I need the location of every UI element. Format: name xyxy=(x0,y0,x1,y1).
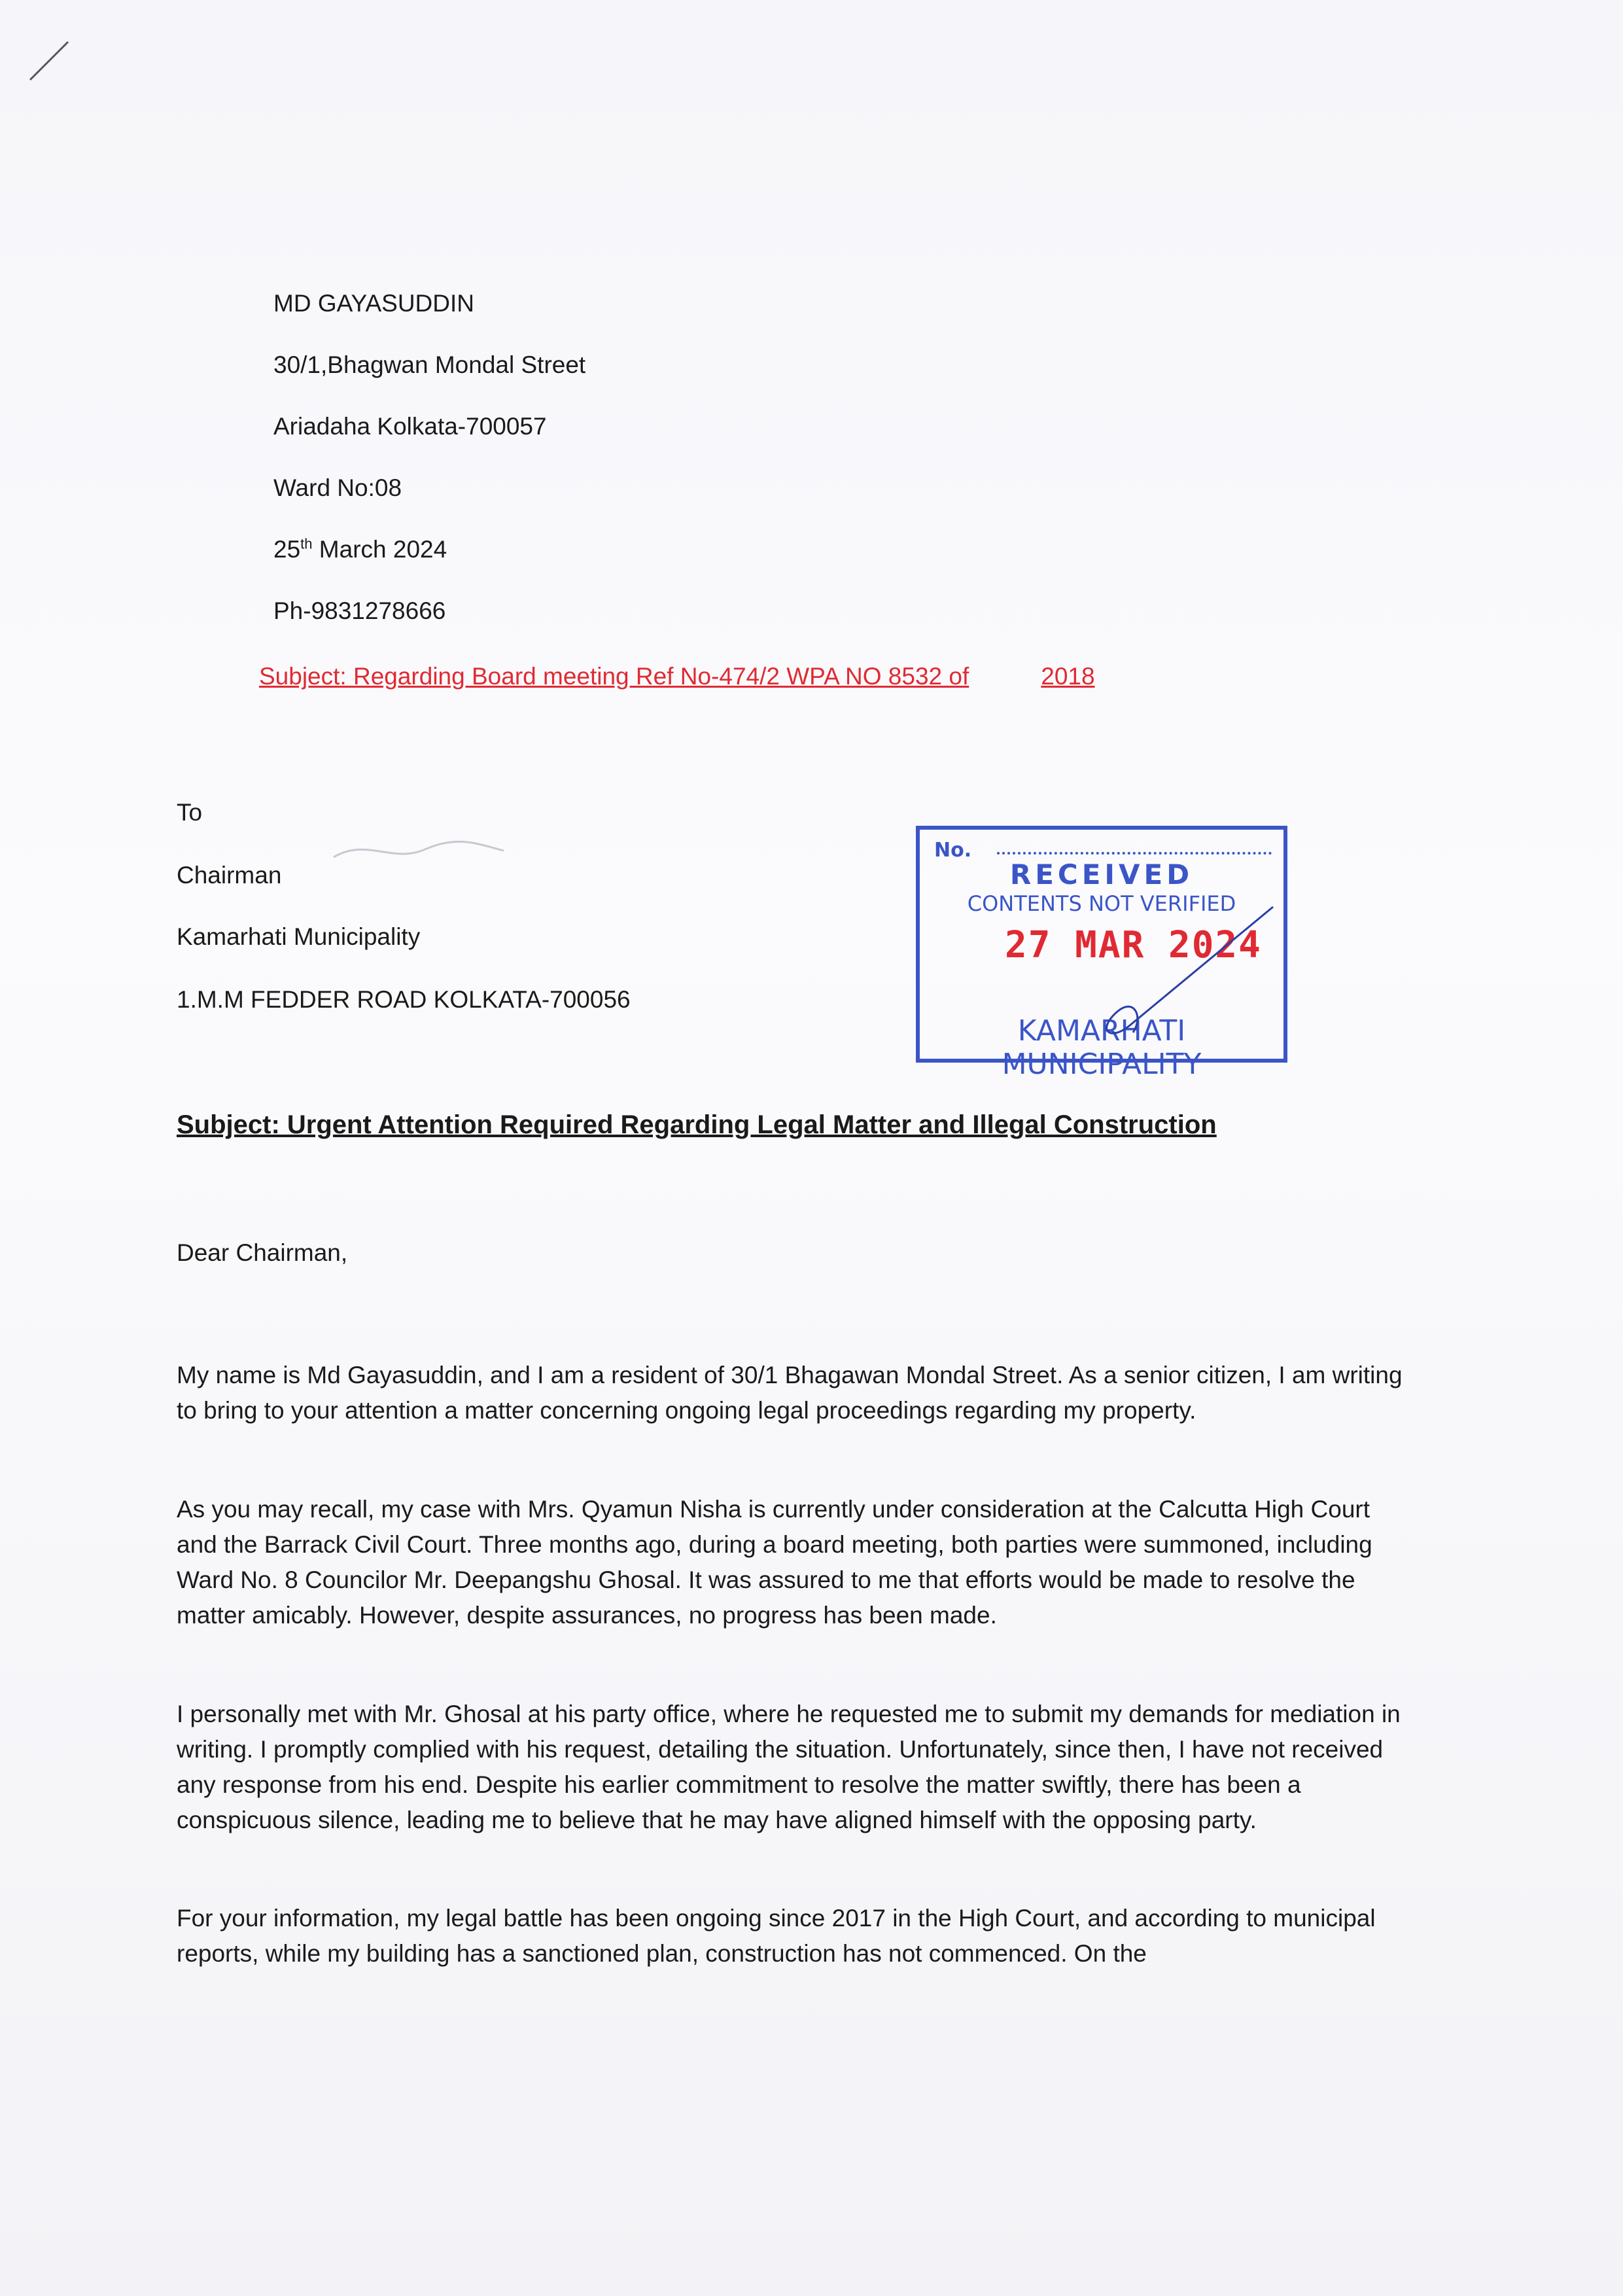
sender-name: MD GAYASUDDIN xyxy=(273,290,474,317)
date-day: 25 xyxy=(273,536,301,563)
pen-mark xyxy=(26,33,79,85)
stamp-office: KAMARHATI MUNICIPALITY xyxy=(1002,1014,1202,1081)
recipient-to: To xyxy=(177,799,203,826)
letter-date xyxy=(273,531,447,567)
salutation: Dear Chairman, xyxy=(177,1239,348,1266)
stamp-date: 27 MAR 2024 xyxy=(1005,924,1262,966)
body-paragraph-3: I personally met with Mr. Ghosal at his party office, where he requested me to submit my demands for mediation in writing. I promptly complied with his request, detailing the situation. Unfortunately, since then, I have not received any response from his end. Despite his earlier commitment to resolve the matter swiftly, there has been a conspicuous silence, leading me to believe that he may have aligned himself with the opposing party. xyxy=(177,1701,1401,1833)
reference-subject-text: Subject: Regarding Board meeting Ref No-474/2 WPA NO 8532 of xyxy=(259,663,969,690)
body-paragraph-1: My name is Md Gayasuddin, and I am a resident of 30/1 Bhagawan Mondal Street. As a senior citizen, I am writing to bring to your attention a matter concerning ongoing legal proceedings regarding my property. xyxy=(177,1362,1403,1424)
recipient-organization: Kamarhati Municipality xyxy=(177,923,421,950)
body-paragraph-4: For your information, my legal battle has been ongoing since 2017 in the High Court, and according to municipal reports, while my building has a sanctioned plan, construction has not commenced. On the xyxy=(177,1905,1376,1967)
body-paragraph-2: As you may recall, my case with Mrs. Qyamun Nisha is currently under consideration at the Calcutta High Court and the Barrack Civil Court. Three months ago, during a board meeting, both parties were summoned, including Ward No. 8 Councilor Mr. Deepangshu Ghosal. It was assured to me that efforts would be made to resolve the matter amicably. However, despite assurances, no progress has been made. xyxy=(177,1496,1372,1629)
reference-subject-year: 2018 xyxy=(1041,663,1095,690)
date-suffix: th xyxy=(300,535,313,552)
recipient-title: Chairman xyxy=(177,862,282,889)
reference-subject xyxy=(259,663,1095,690)
sender-ward: Ward No:08 xyxy=(273,474,402,501)
stamp-received-text: RECEIVED xyxy=(1009,858,1194,891)
letter-subject: Subject: Urgent Attention Required Regarding Legal Matter and Illegal Construction xyxy=(177,1110,1217,1139)
faint-signature xyxy=(327,831,510,870)
recipient-address: 1.M.M FEDDER ROAD KOLKATA-700056 xyxy=(177,986,631,1013)
sender-address-line2: Ariadaha Kolkata-700057 xyxy=(273,413,547,440)
sender-phone: Ph-9831278666 xyxy=(273,597,446,624)
date-month-year: March 2024 xyxy=(312,536,447,563)
stamp-no-label: No. xyxy=(934,839,972,862)
received-stamp xyxy=(916,826,1287,1081)
sender-address-line1: 30/1,Bhagwan Mondal Street xyxy=(273,351,586,378)
stamp-dotted-line xyxy=(997,852,1272,855)
stamp-contents-text: CONTENTS NOT VERIFIED xyxy=(967,891,1236,916)
stamp-signature xyxy=(1070,902,1293,1052)
